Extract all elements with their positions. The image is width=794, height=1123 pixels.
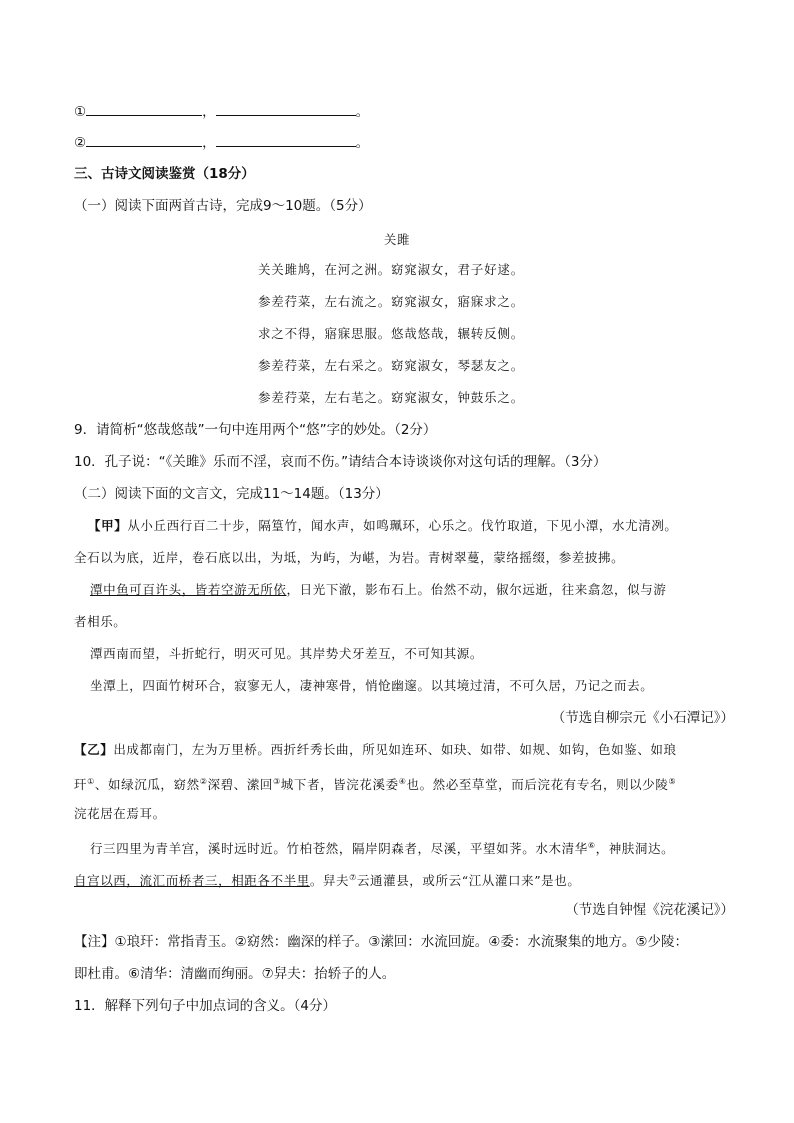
part1-intro: （一）阅读下面两首古诗，完成9～10题。（5分）: [74, 198, 372, 214]
passage-jia-line4: 者相乐。: [74, 614, 127, 629]
passage-text: 行三四里为青羊宫，溪时远时近。竹柏苍然，隔岸阴森者，尽溪，平望如荠。水木清华: [90, 841, 588, 857]
section-title: 三、古诗文阅读鉴赏（18分）: [74, 166, 255, 182]
notes-line2: 即杜甫。⑥清华：清幽而绚丽。⑦舁夫：抬轿子的人。: [74, 966, 396, 982]
footnote-mark: ⑥: [587, 841, 596, 850]
poem-line: 求之不得，寤寐思服。悠哉悠哉，辗转反侧。: [258, 326, 525, 341]
passage-jia-line5: 潭西南而望，斗折蛇行，明灭可见。其岸势犬牙差互，不可知其源。: [90, 646, 484, 661]
footnote-mark: ③: [273, 777, 281, 786]
passage-text: 从小丘西行百二十步，隔篁竹，闻水声，如鸣珮环，心乐之。伐竹取道，下见小潭，水尤清冽。: [127, 518, 678, 533]
poem-line: 关关雎鸠，在河之洲。窈窕淑女，君子好逑。: [258, 262, 525, 277]
passage-text: 出成都南门，左为万里桥。西折纤秀长曲，所见如连环、如玦、如带、如规、如钩，色如鉴、如琅: [113, 742, 677, 757]
poem-line: 参差荇菜，左右芼之。窈窕淑女，钟鼓乐之。: [258, 390, 525, 405]
passage-text: 也。然必至草堂，而后浣花有专名，则以少陵: [406, 777, 669, 793]
passage-text: ，日光下澈，影布石上。佁然不动，俶尔远逝，往来翕忽，似与游: [286, 582, 667, 597]
source-yi: （节选自钟惺《浣花溪记》）: [565, 902, 734, 918]
footnote-mark: ⑦: [349, 873, 357, 882]
blank-line: [216, 101, 356, 116]
question-9: 9．请简析“悠哉悠哉”一句中连用两个“悠”字的妙处。（2分）: [74, 422, 437, 438]
passage-tag-yi: 【乙】: [74, 742, 114, 757]
passage-jia-line2: 全石以为底，近岸，卷石底以出，为坻，为屿，为嵁，为岩。青树翠蔓，蒙络摇缀，参差披拂。: [74, 550, 625, 565]
passage-yi-line4: [74, 836, 734, 859]
passage-text: 。舁夫: [309, 873, 350, 889]
answer-blank-2: [74, 132, 734, 153]
footnote-mark: ④: [398, 777, 407, 786]
underlined-sentence: 潭中鱼可百许头，皆若空游无所依: [90, 582, 287, 597]
passage-text: ，神肤洞达。: [595, 841, 675, 857]
passage-yi-line2: [74, 772, 734, 795]
passage-yi-line1: [74, 740, 734, 760]
blank-line: [86, 132, 202, 147]
poem-line: 参差荇菜，左右采之。窈窕淑女，琴瑟友之。: [258, 358, 525, 373]
blank-number: ①: [74, 104, 87, 120]
underlined-sentence: 自宫以西，流汇而桥者三，相距各不半里: [74, 873, 310, 889]
blank-comma: ，: [202, 104, 216, 120]
blank-comma: ，: [202, 135, 216, 151]
passage-text: 深碧、潆回: [207, 777, 273, 793]
footnote-mark: ①: [87, 777, 95, 786]
passage-yi-line5: [74, 868, 734, 891]
notes-line1: 【注】①琅玕：常指青玉。②窈然：幽深的样子。③潆回：水流回旋。④委：水流聚集的地方。⑤少陵：: [74, 934, 689, 950]
passage-jia-line1: [74, 516, 734, 536]
question-10: 10．孔子说：“《关雎》乐而不淫，哀而不伤。”请结合本诗谈谈你对这句话的理解。（3分）: [74, 454, 607, 470]
blank-line: [216, 132, 356, 147]
footnote-mark: ②: [199, 777, 208, 786]
question-11: 11．解释下列句子中加点词的含义。（4分）: [74, 998, 337, 1014]
poem-title: 关雎: [383, 232, 411, 247]
passage-tag-jia: 【甲】: [88, 518, 128, 533]
passage-jia-line6: 坐潭上，四面竹树环合，寂寥无人，凄神寒骨，悄怆幽邃。以其境过清，不可久居，乃记之而去。: [90, 678, 654, 693]
passage-text: 云通灌县，或所云“江从灌口来”是也。: [356, 873, 581, 889]
passage-text: 、如绿沉瓜，窈然: [94, 777, 200, 793]
passage-jia-line3: [74, 580, 734, 600]
passage-text: 城下者，皆浣花溪委: [280, 777, 399, 793]
blank-number: ②: [74, 135, 87, 151]
blank-end: 。: [355, 104, 370, 120]
answer-blank-1: [74, 101, 734, 122]
blank-end: 。: [355, 135, 370, 151]
footnote-mark: ⑤: [668, 777, 677, 786]
passage-text: 玕: [74, 777, 88, 793]
passage-yi-line3: 浣花居在焉耳。: [74, 806, 166, 821]
poem-line: 参差荇菜，左右流之。窈窕淑女，寤寐求之。: [258, 294, 525, 309]
part2-intro: （二）阅读下面的文言文，完成11～14题。（13分）: [74, 486, 389, 502]
blank-line: [86, 101, 202, 116]
source-jia: （节选自柳宗元《小石潭记》）: [551, 710, 734, 726]
